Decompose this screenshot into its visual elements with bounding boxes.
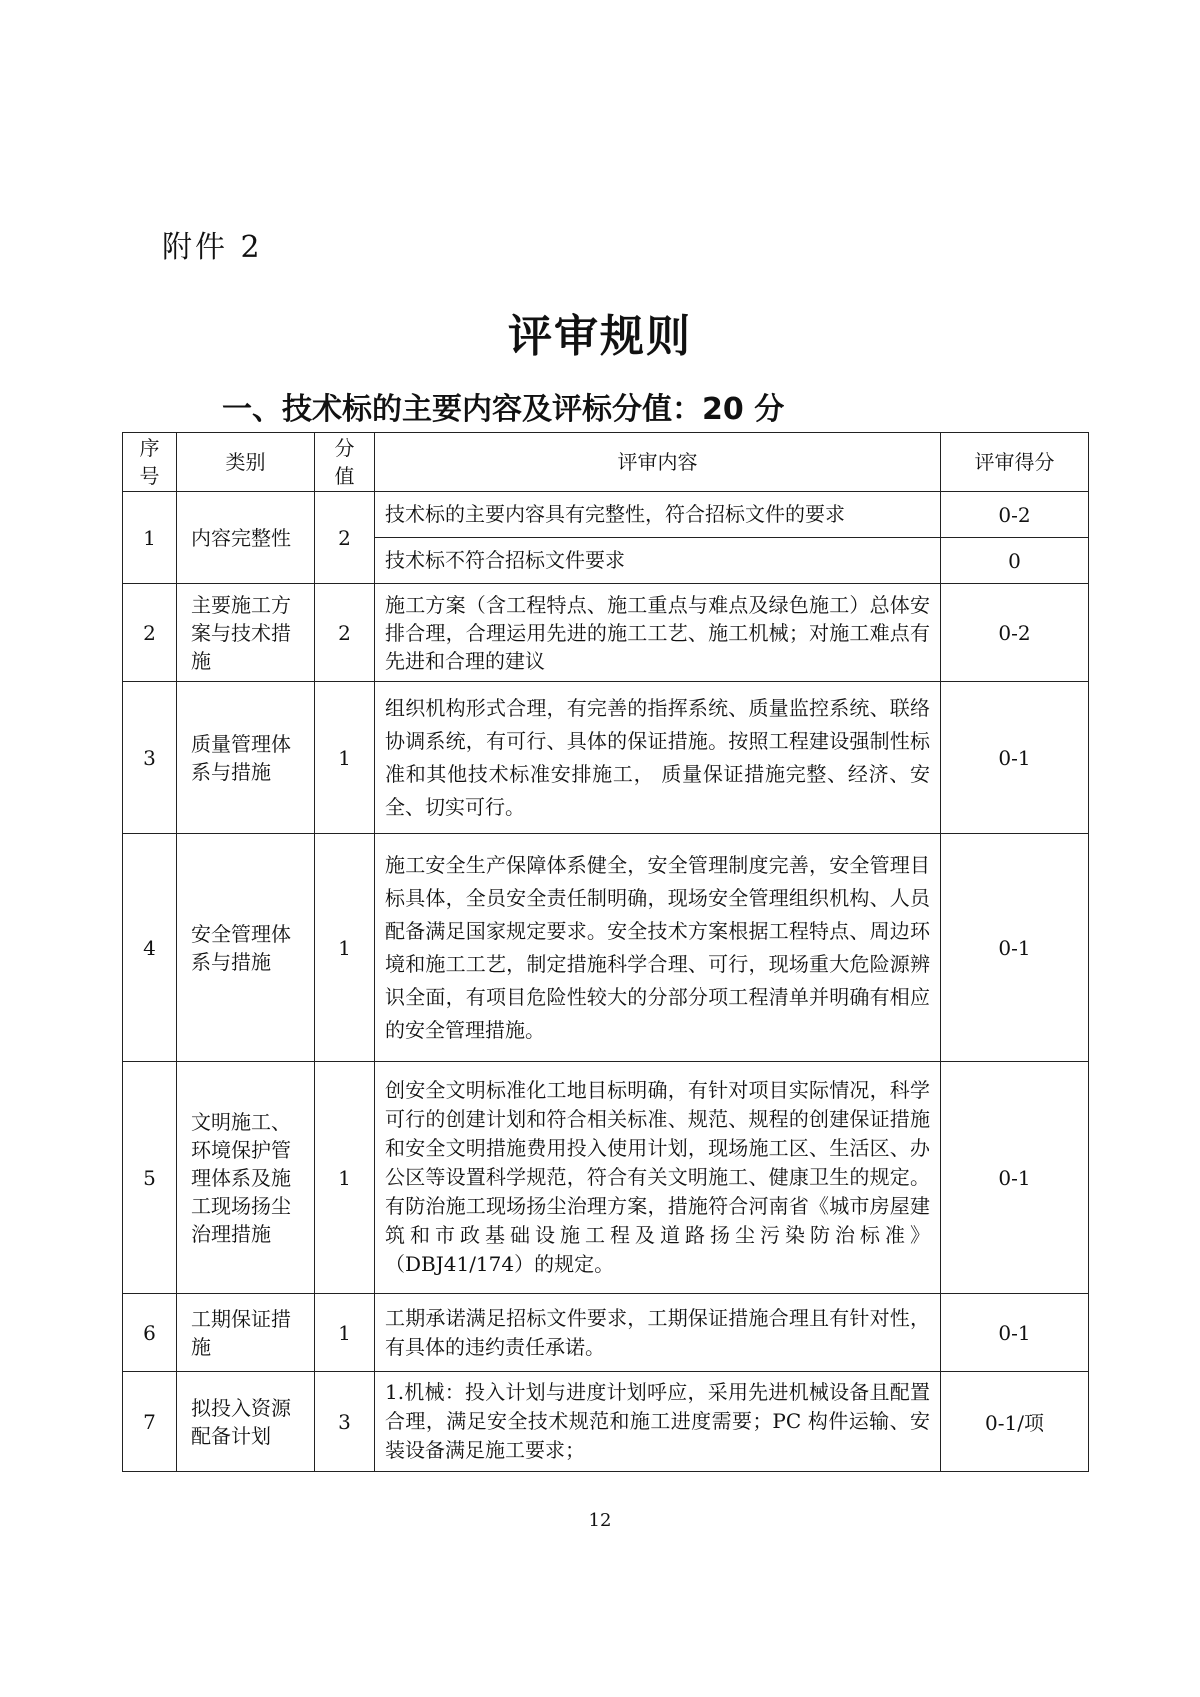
row-no: 6: [123, 1294, 177, 1372]
row-score: 0-1: [941, 834, 1089, 1062]
row-score: 0-1: [941, 1294, 1089, 1372]
row-value: 3: [315, 1372, 375, 1472]
row-score: 0-2: [941, 492, 1089, 538]
header-no: 序号: [123, 433, 177, 492]
header-value: 分值: [315, 433, 375, 492]
row-score: 0: [941, 538, 1089, 584]
row-score: 0-1: [941, 1062, 1089, 1294]
table-row: [123, 1062, 1089, 1294]
table-row: [123, 1294, 1089, 1372]
row-category: 质量管理体系与措施: [177, 682, 315, 834]
row-content: 创安全文明标准化工地目标明确，有针对项目实际情况，科学可行的创建计划和符合相关标准、规范、规程的创建保证措施和安全文明措施费用投入使用计划，现场施工区、生活区、办公区等设置科学规范，符合有关文明施工、健康卫生的规定。有防治施工现场扬尘治理方案，措施符合河南省《城市房屋建筑和市政基础设施工程及道路扬尘污染防治标准》（DBJ41/174）的规定。: [375, 1062, 941, 1294]
table-row: [123, 834, 1089, 1062]
table-row: [123, 1372, 1089, 1472]
row-category: 内容完整性: [177, 492, 315, 584]
row-category: 文明施工、环境保护管理体系及施工现场扬尘治理措施: [177, 1062, 315, 1294]
page-number: 12: [588, 1510, 612, 1531]
row-content: 技术标的主要内容具有完整性，符合招标文件的要求: [375, 492, 941, 538]
table-row: [123, 584, 1089, 682]
row-value: 1: [315, 1294, 375, 1372]
header-category: 类别: [177, 433, 315, 492]
row-no: 5: [123, 1062, 177, 1294]
table-row: [123, 492, 1089, 538]
row-category: 主要施工方案与技术措施: [177, 584, 315, 682]
attachment-label: 附件 2: [162, 230, 263, 265]
row-content: 施工方案（含工程特点、施工重点与难点及绿色施工）总体安排合理，合理运用先进的施工工艺、施工机械；对施工难点有先进和合理的建议: [375, 584, 941, 682]
row-content: 施工安全生产保障体系健全，安全管理制度完善，安全管理目标具体，全员安全责任制明确，现场安全管理组织机构、人员配备满足国家规定要求。安全技术方案根据工程特点、周边环境和施工工艺，制定措施科学合理、可行，现场重大危险源辨识全面，有项目危险性较大的分部分项工程清单并明确有相应的安全管理措施。: [375, 834, 941, 1062]
row-no: 1: [123, 492, 177, 584]
row-no: 4: [123, 834, 177, 1062]
row-category: 拟投入资源配备计划: [177, 1372, 315, 1472]
row-content: 1.机械：投入计划与进度计划呼应，采用先进机械设备且配置合理，满足安全技术规范和施工进度需要；PC 构件运输、安装设备满足施工要求；: [375, 1372, 941, 1472]
table-row: [123, 682, 1089, 834]
row-score: 0-2: [941, 584, 1089, 682]
header-content: 评审内容: [375, 433, 941, 492]
row-content: 工期承诺满足招标文件要求，工期保证措施合理且有针对性，有具体的违约责任承诺。: [375, 1294, 941, 1372]
row-score: 0-1/项: [941, 1372, 1089, 1472]
row-value: 2: [315, 584, 375, 682]
row-score: 0-1: [941, 682, 1089, 834]
row-no: 7: [123, 1372, 177, 1472]
row-value: 1: [315, 1062, 375, 1294]
header-score: 评审得分: [941, 433, 1089, 492]
row-value: 1: [315, 834, 375, 1062]
row-no: 3: [123, 682, 177, 834]
row-no: 2: [123, 584, 177, 682]
review-rules-table: [122, 432, 1089, 1472]
table-header-row: [123, 433, 1089, 492]
section-heading: 一、技术标的主要内容及评标分值：20 分: [222, 392, 785, 427]
page-title: 评审规则: [508, 311, 692, 362]
row-value: 2: [315, 492, 375, 584]
row-content: 组织机构形式合理，有完善的指挥系统、质量监控系统、联络协调系统，有可行、具体的保证措施。按照工程建设强制性标准和其他技术标准安排施工， 质量保证措施完整、经济、安全、切实可行。: [375, 682, 941, 834]
row-value: 1: [315, 682, 375, 834]
row-category: 工期保证措施: [177, 1294, 315, 1372]
row-category: 安全管理体系与措施: [177, 834, 315, 1062]
row-content: 技术标不符合招标文件要求: [375, 538, 941, 584]
